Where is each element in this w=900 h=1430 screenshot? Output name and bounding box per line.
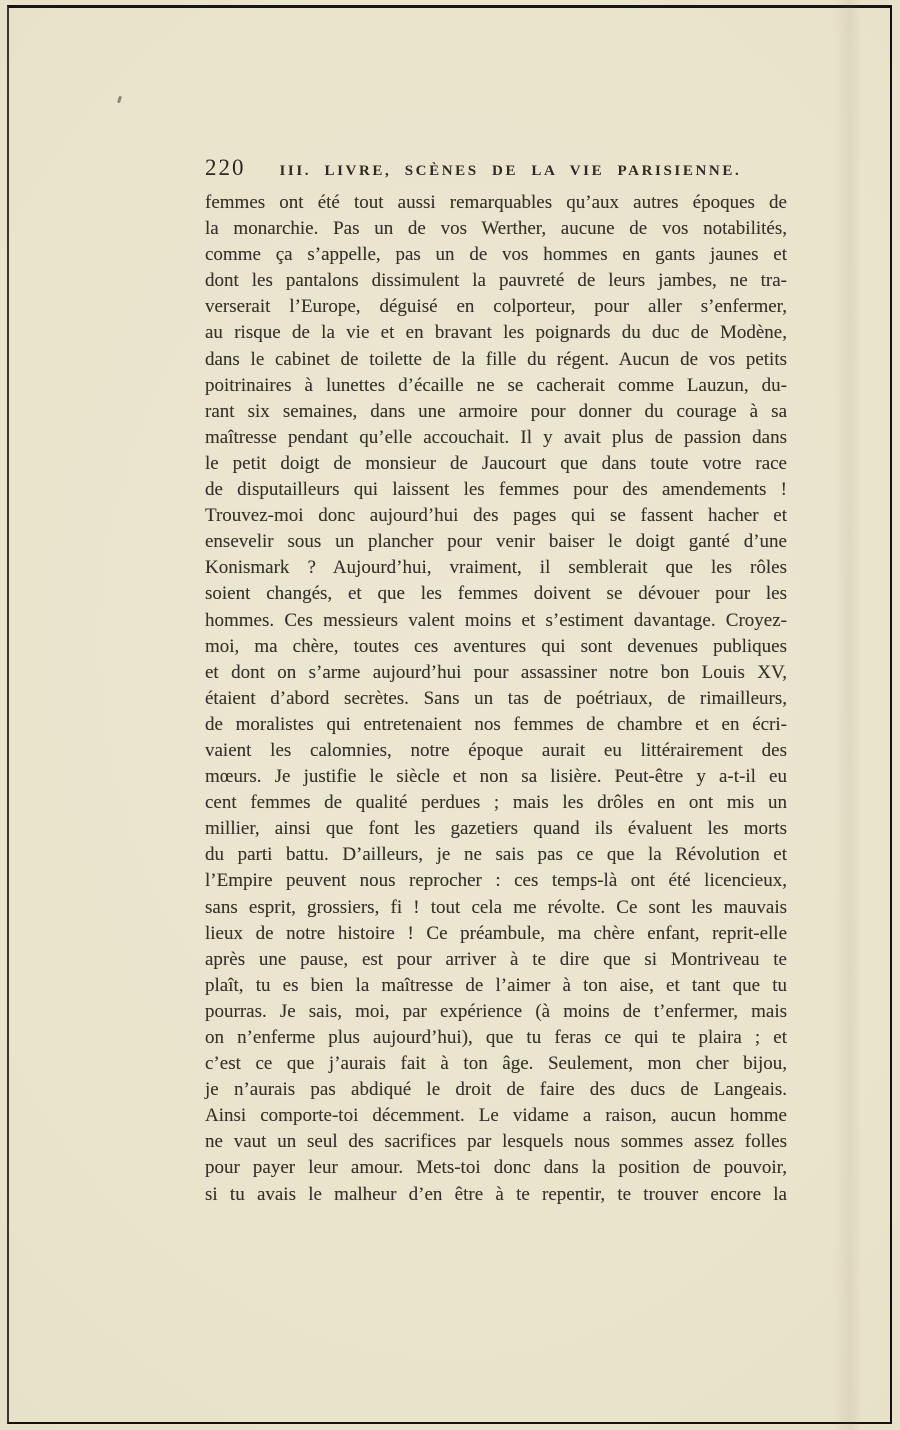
page-number: 220 — [205, 155, 246, 180]
text-line: dont les pantalons dissimulent la pauvreté de leurs jambes, ne tra- — [205, 270, 787, 292]
text-line: ensevelir sous un plancher pour venir baiser le doigt ganté d’une — [205, 531, 787, 553]
text-line: étaient d’abord secrètes. Sans un tas de poétriaux, de rimailleurs, — [205, 687, 787, 709]
page-crease-shadow — [834, 0, 860, 1430]
text-line: de moralistes qui entretenaient nos femmes de chambre et en écri- — [205, 713, 787, 735]
text-line: et dont on s’arme aujourd’hui pour assassiner notre bon Louis XV, — [205, 661, 787, 683]
text-line: vaient les calomnies, notre époque aurait eu littérairement des — [205, 739, 787, 761]
text-line: le petit doigt de monsieur de Jaucourt que dans toute votre race — [205, 452, 787, 474]
text-line: je n’aurais pas abdiqué le droit de faire des ducs de Langeais. — [205, 1079, 787, 1101]
text-line: Konismark ? Aujourd’hui, vraiment, il semblerait que les rôles — [205, 557, 787, 579]
text-line: cent femmes de qualité perdues ; mais les drôles en ont mis un — [205, 792, 787, 814]
text-line: poitrinaires à lunettes d’écaille ne se cacherait comme Lauzun, du- — [205, 374, 787, 396]
text-line: la monarchie. Pas un de vos Werther, aucune de vos notabilités, — [205, 218, 787, 240]
text-line: comme ça s’appelle, pas un de vos hommes en gants jaunes et — [205, 244, 787, 266]
text-line: pour payer leur amour. Mets-toi donc dans la position de pouvoir, — [205, 1157, 787, 1179]
text-line: verserait l’Europe, déguisé en colporteur, pour aller s’enfermer, — [205, 296, 787, 318]
text-line: plaît, tu es bien la maîtresse de l’aimer à ton aise, et tant que tu — [205, 974, 787, 996]
running-header — [205, 155, 787, 181]
text-line: hommes. Ces messieurs valent moins et s’estiment davantage. Croyez- — [205, 609, 787, 631]
text-line: Trouvez-moi donc aujourd’hui des pages qui se fassent hacher et — [205, 505, 787, 527]
text-line: au risque de la vie et en bravant les poignards du duc de Modène, — [205, 322, 787, 344]
text-line: moi, ma chère, toutes ces aventures qui sont devenues publiques — [205, 635, 787, 657]
text-line: Ainsi comporte-toi décemment. Le vidame a raison, aucun homme — [205, 1105, 787, 1127]
text-line: si tu avais le malheur d’en être à te repentir, te trouver encore la — [205, 1183, 787, 1205]
text-line: mœurs. Je justifie le siècle et non sa lisière. Peut-être y a-t-il eu — [205, 766, 787, 788]
text-line: dans le cabinet de toilette de la fille du régent. Aucun de vos petits — [205, 348, 787, 370]
text-line: femmes ont été tout aussi remarquables qu’aux autres époques de — [205, 192, 787, 213]
running-header-title: III. LIVRE, SCÈNES DE LA VIE PARISIENNE. — [279, 163, 742, 179]
scan-speck — [117, 96, 122, 104]
text-line: l’Empire peuvent nous reprocher : ces temps-là ont été licencieux, — [205, 870, 787, 892]
text-line: de disputailleurs qui laissent les femmes pour des amendements ! — [205, 479, 787, 501]
body-text-block — [205, 190, 787, 1208]
text-line: ne vaut un seul des sacrifices par lesquels nous sommes assez folles — [205, 1131, 787, 1153]
text-line: maîtresse pendant qu’elle accouchait. Il y avait plus de passion dans — [205, 426, 787, 448]
text-line: rant six semaines, dans une armoire pour donner du courage à sa — [205, 400, 787, 422]
text-line: millier, ainsi que font les gazetiers quand ils évaluent les morts — [205, 818, 787, 840]
text-line: après une pause, est pour arriver à te dire que si Montriveau te — [205, 948, 787, 970]
text-line: pourras. Je sais, moi, par expérience (à moins de t’enfermer, mais — [205, 1000, 787, 1022]
text-line: lieux de notre histoire ! Ce préambule, ma chère enfant, reprit-elle — [205, 922, 787, 944]
text-line: sans esprit, grossiers, fi ! tout cela me révolte. Ce sont les mauvais — [205, 896, 787, 918]
text-line: c’est ce que j’aurais fait à ton âge. Seulement, mon cher bijou, — [205, 1053, 787, 1075]
text-line: du parti battu. D’ailleurs, je ne sais pas ce que la Révolution et — [205, 844, 787, 866]
text-line: on n’enferme plus aujourd’hui), que tu feras ce qui te plaira ; et — [205, 1027, 787, 1048]
text-line: soient changés, et que les femmes doivent se dévouer pour les — [205, 583, 787, 605]
